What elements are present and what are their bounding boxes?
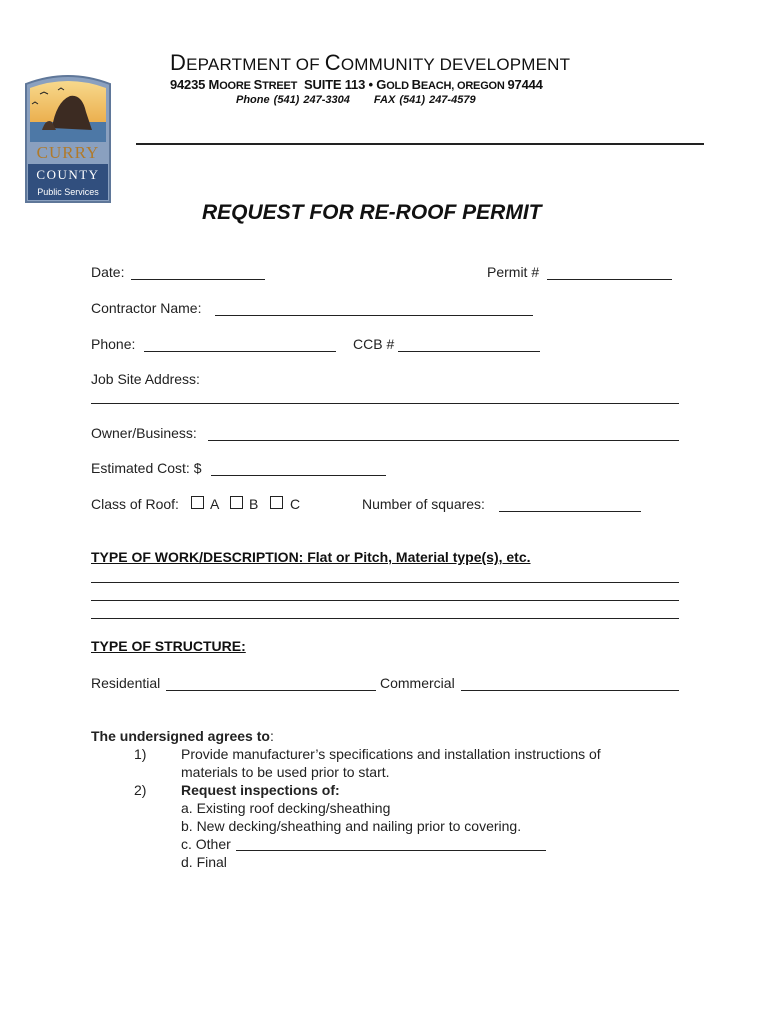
structure-heading: TYPE OF STRUCTURE:	[91, 638, 246, 654]
work-description-line-2[interactable]	[91, 600, 679, 601]
curry-county-logo	[22, 72, 114, 206]
jobsite-label: Job Site Address:	[91, 371, 200, 387]
phone-field[interactable]	[144, 351, 336, 352]
phone-label: Phone:	[91, 336, 136, 352]
roof-class-a-label: A	[210, 496, 220, 512]
work-description-line-1[interactable]	[91, 582, 679, 583]
roof-class-label: Class of Roof:	[91, 496, 179, 512]
inspection-a: a. Existing roof decking/sheathing	[181, 800, 391, 816]
phone-number: Phone (541) 247-3304	[236, 94, 350, 106]
inspection-d: d. Final	[181, 854, 227, 870]
squares-label: Number of squares:	[362, 496, 485, 512]
ccb-label: CCB #	[353, 336, 395, 352]
permit-number-field[interactable]	[547, 279, 672, 280]
jobsite-address-field[interactable]	[91, 403, 679, 404]
commercial-label: Commercial	[380, 675, 455, 691]
logo-text-curry: CURRY	[36, 143, 100, 162]
squares-field[interactable]	[499, 511, 641, 512]
item-1-text-line-2: materials to be used prior to start.	[181, 764, 390, 780]
department-name: DEPARTMENT OF COMMUNITY DEVELOPMENT	[170, 50, 571, 75]
roof-class-a-checkbox[interactable]	[191, 496, 204, 509]
date-label: Date:	[91, 264, 125, 280]
inspection-c: c. Other	[181, 836, 231, 852]
agreement-intro: The undersigned agrees to:	[91, 728, 274, 744]
estimated-cost-label: Estimated Cost: $	[91, 460, 202, 476]
work-description-heading: TYPE OF WORK/DESCRIPTION: Flat or Pitch, Material type(s), etc.	[91, 549, 531, 565]
item-2-number: 2)	[134, 782, 147, 798]
fax-number: FAX (541) 247-4579	[373, 94, 476, 106]
residential-label: Residential	[91, 675, 161, 691]
roof-class-b-label: B	[249, 496, 259, 512]
contact-numbers	[236, 94, 476, 106]
contractor-label: Contractor Name:	[91, 300, 202, 316]
item-2-heading: Request inspections of:	[181, 782, 340, 798]
permit-label: Permit #	[487, 264, 540, 280]
roof-class-c-checkbox[interactable]	[270, 496, 283, 509]
logo-text-county: COUNTY	[36, 167, 100, 182]
roof-class-c-label: C	[290, 496, 301, 512]
contractor-name-field[interactable]	[215, 315, 533, 316]
logo-text-public-services: Public Services	[37, 187, 99, 197]
commercial-field[interactable]	[461, 690, 679, 691]
ccb-number-field[interactable]	[398, 351, 540, 352]
inspection-other-field[interactable]	[236, 850, 546, 851]
roof-class-b-checkbox[interactable]	[230, 496, 243, 509]
inspection-b: b. New decking/sheathing and nailing prior to covering.	[181, 818, 522, 834]
date-field[interactable]	[131, 279, 265, 280]
work-description-line-3[interactable]	[91, 618, 679, 619]
header-divider	[136, 143, 704, 145]
residential-field[interactable]	[166, 690, 376, 691]
department-address: 94235 MOORE STREET SUITE 113 • GOLD BEACH, OREGON 97444	[170, 77, 543, 92]
form-title: REQUEST FOR RE-ROOF PERMIT	[202, 201, 542, 224]
owner-label: Owner/Business:	[91, 425, 197, 441]
owner-business-field[interactable]	[208, 440, 679, 441]
item-1-number: 1)	[134, 746, 147, 762]
estimated-cost-field[interactable]	[211, 475, 386, 476]
item-1-text-line-1: Provide manufacturer’s specifications and installation instructions of	[181, 746, 601, 762]
